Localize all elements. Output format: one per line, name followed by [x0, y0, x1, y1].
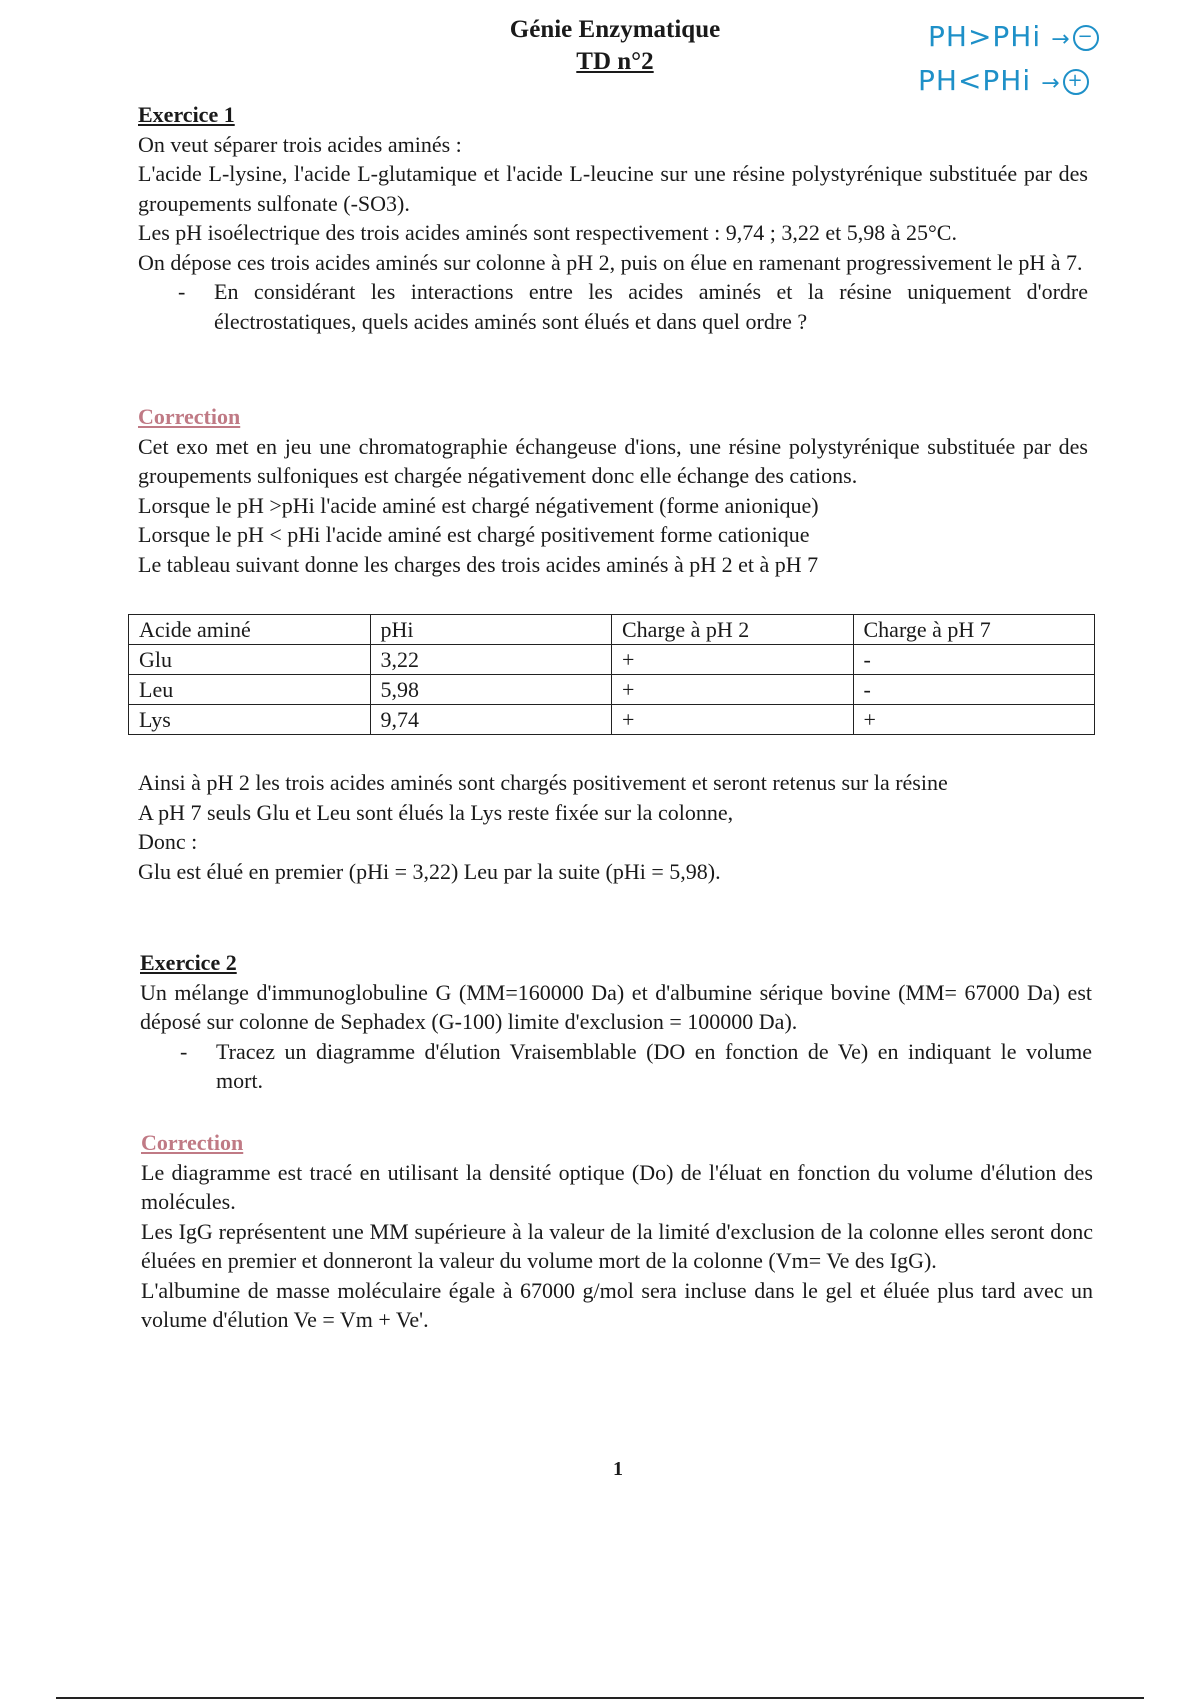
correction-1-conclusion — [138, 768, 1088, 886]
arrow-right-icon: → — [1041, 71, 1061, 96]
bottom-divider — [56, 1697, 1144, 1699]
table-header-cell: pHi — [370, 615, 612, 645]
table-cell: + — [612, 675, 854, 705]
table-header-row — [129, 615, 1095, 645]
correction-1-paragraph-4: Le tableau suivant donne les charges des trois acides aminés à pH 2 et à pH 7 — [138, 551, 819, 577]
correction-1-section — [138, 402, 1088, 579]
handwritten-note-1-text: PH>PHi — [928, 20, 1042, 53]
plus-circle-icon: + — [1063, 69, 1089, 95]
table-cell: 5,98 — [370, 675, 612, 705]
table-cell: 3,22 — [370, 645, 612, 675]
table-cell: - — [853, 675, 1095, 705]
exercise-1-section — [138, 100, 1088, 336]
exercise-1-question-text: En considérant les interactions entre les acides aminés et la résine uniquement d'ordre électrostatiques, quels acides aminés sont élués et dans quel ordre ? — [214, 279, 1088, 334]
correction-2-paragraph-2: Les IgG représentent une MM supérieure à la valeur de la limité d'exclusion de la colonne elles seront donc éluées en premier et donneront la valeur du volume mort de la colonne (Vm= Ve des IgG). — [141, 1218, 1093, 1273]
correction-1-paragraph-3: Lorsque le pH < pHi l'acide aminé est chargé positivement forme cationique — [138, 522, 810, 547]
exercise-1-heading: Exercice 1 — [138, 102, 235, 127]
table-cell: + — [612, 645, 854, 675]
exercise-1-paragraph-2: L'acide L-lysine, l'acide L-glutamique et l'acide L-leucine sur une résine polystyrénique substituée par des groupements sulfonate (-SO3). — [138, 161, 1088, 216]
correction-1-paragraph-2: Lorsque le pH >pHi l'acide aminé est chargé négativement (forme anionique) — [138, 492, 819, 518]
table-row — [129, 675, 1095, 705]
page-number: 1 — [613, 1458, 623, 1480]
minus-circle-icon: − — [1073, 25, 1099, 51]
table-header-cell: Charge à pH 2 — [612, 615, 854, 645]
table-row — [129, 645, 1095, 675]
table-row — [129, 705, 1095, 735]
bullet-dash: - — [180, 1038, 188, 1064]
document-subtitle: TD n°2 — [576, 48, 654, 75]
exercise-2-heading: Exercice 2 — [140, 950, 237, 975]
exercise-2-question — [140, 1037, 1092, 1096]
correction-2-paragraph-3: L'albumine de masse moléculaire égale à 67000 g/mol sera incluse dans le gel et éluée plus tard avec un volume d'élution Ve = Vm + Ve'. — [141, 1277, 1093, 1332]
amino-acid-charge-table — [128, 614, 1095, 735]
correction-1-paragraph-5: Ainsi à pH 2 les trois acides aminés sont chargés positivement et seront retenus sur la résine — [138, 770, 948, 795]
exercise-1-paragraph-4: On dépose ces trois acides aminés sur colonne à pH 2, puis on élue en ramenant progressivement le pH à 7. — [138, 249, 1083, 275]
table-cell: - — [853, 645, 1095, 675]
correction-2-paragraph-1: Le diagramme est tracé en utilisant la densité optique (Do) de l'éluat en fonction du volume d'élution des molécules. — [141, 1159, 1093, 1214]
table-header-cell: Charge à pH 7 — [853, 615, 1095, 645]
correction-1-paragraph-7: Donc : — [138, 829, 198, 854]
table-cell: Leu — [129, 675, 371, 705]
table-cell: Lys — [129, 705, 371, 735]
handwritten-note-2 — [918, 64, 1089, 97]
correction-2-heading: Correction — [141, 1130, 244, 1155]
table-cell: Glu — [129, 645, 371, 675]
exercise-1-question — [138, 277, 1088, 336]
exercise-2-section — [140, 948, 1092, 1096]
correction-2-section — [141, 1128, 1093, 1335]
exercise-1-paragraph-3: Les pH isoélectrique des trois acides aminés sont respectivement : 9,74 ; 3,22 et 5,98 à 25°C. — [138, 220, 957, 245]
table-cell: + — [853, 705, 1095, 735]
correction-1-paragraph-6: A pH 7 seuls Glu et Leu sont élués la Lys reste fixée sur la colonne, — [138, 799, 734, 825]
arrow-right-icon: → — [1051, 27, 1071, 52]
exercise-1-intro: On veut séparer trois acides aminés : — [138, 131, 462, 157]
table-cell: 9,74 — [370, 705, 612, 735]
table-cell: + — [612, 705, 854, 735]
handwritten-note-1 — [928, 20, 1099, 53]
table-header-cell: Acide aminé — [129, 615, 371, 645]
handwritten-note-2-text: PH<PHi — [918, 64, 1032, 97]
correction-1-heading: Correction — [138, 404, 241, 429]
document-title: Génie Enzymatique — [509, 16, 721, 43]
bullet-dash: - — [178, 279, 186, 304]
exercise-2-question-text: Tracez un diagramme d'élution Vraisemblable (DO en fonction de Ve) en indiquant le volume mort. — [216, 1038, 1092, 1093]
correction-1-paragraph-8: Glu est élué en premier (pHi = 3,22) Leu par la suite (pHi = 5,98). — [138, 858, 721, 884]
correction-1-paragraph-1: Cet exo met en jeu une chromatographie échangeuse d'ions, une résine polystyrénique substituée par des groupements sulfoniques est chargée négativement donc elle échange des cations. — [138, 433, 1088, 488]
exercise-2-paragraph-1: Un mélange d'immunoglobuline G (MM=160000 Da) et d'albumine sérique bovine (MM= 67000 Da) est déposé sur colonne de Sephadex (G-100) limite d'exclusion = 100000 Da). — [140, 979, 1092, 1034]
